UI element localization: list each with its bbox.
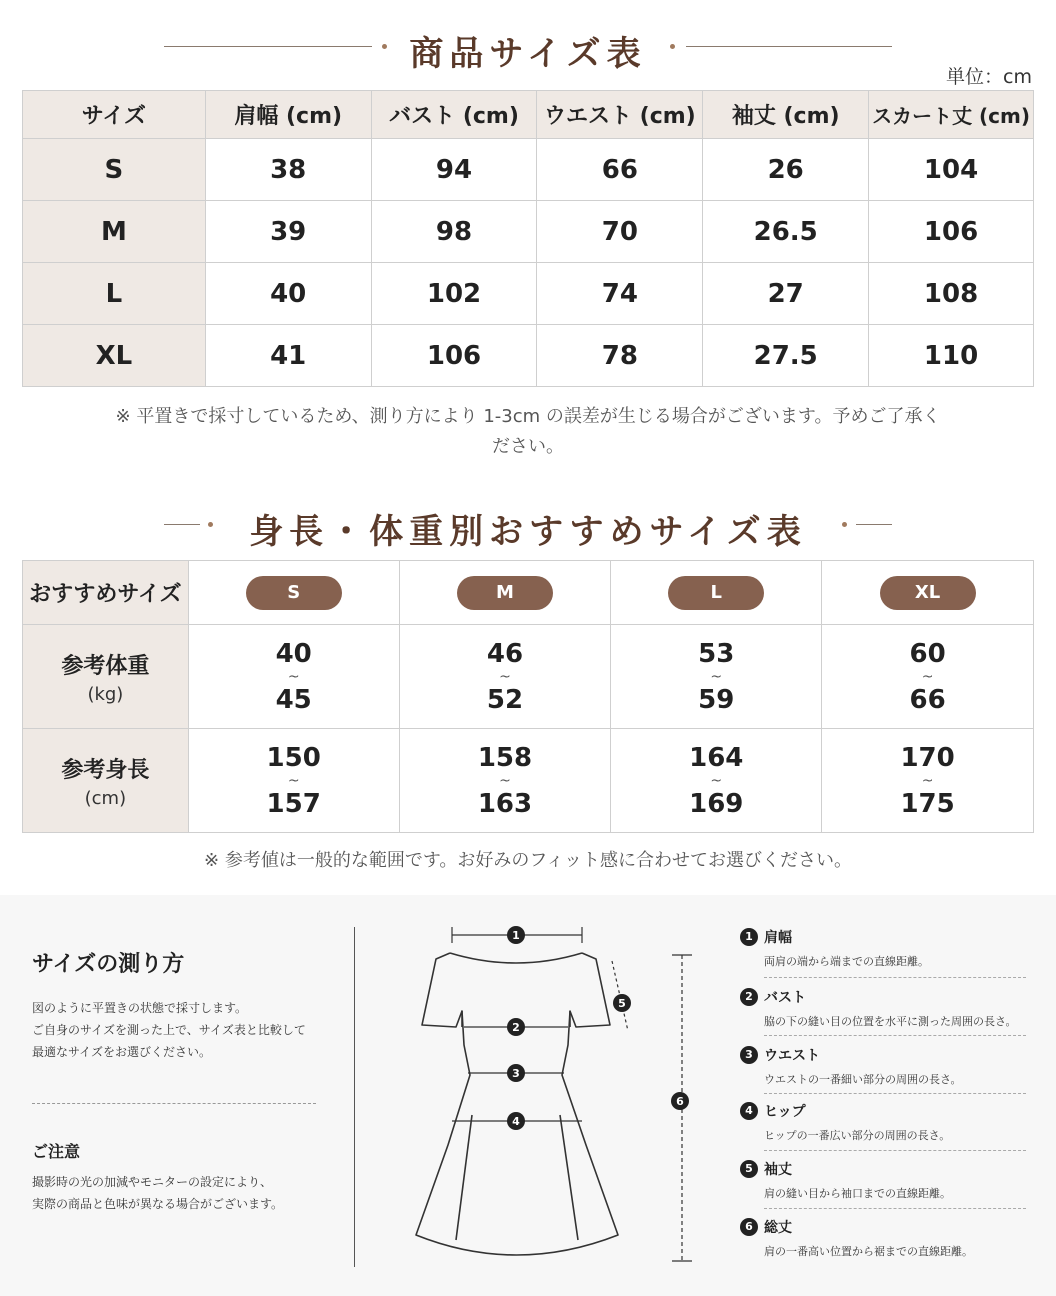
legend-label: 総丈 [764, 1220, 792, 1236]
table-cell: 40 [205, 263, 371, 325]
dress-outline-icon [416, 953, 618, 1255]
table-cell: 110 [869, 325, 1034, 387]
number-5-icon: 5 [740, 1160, 758, 1178]
header-shoulder: 肩幅 (cm) [205, 91, 371, 139]
height-unit: (cm) [84, 787, 127, 809]
legend-desc: 肩の縫い目から袖口までの直線距離。 [764, 1187, 951, 1200]
table-cell: 94 [371, 139, 537, 201]
dress-diagram [400, 915, 720, 1275]
range-min: 150 [266, 742, 321, 773]
size-pill-cell [399, 561, 611, 625]
size-pill: M [457, 576, 553, 610]
legend-desc: 脇の下の縫い目の位置を水平に測った周囲の長さ。 [764, 1015, 1017, 1028]
range-min: 158 [477, 742, 533, 773]
measurement-note [30, 402, 1026, 462]
legend-label: バスト [764, 990, 806, 1006]
table-cell: 39 [205, 201, 371, 263]
range-min: 53 [698, 638, 735, 669]
table-cell: 26 [703, 139, 869, 201]
range-tilde: ~ [710, 668, 723, 685]
legend-item [740, 1101, 1030, 1143]
legend-item [740, 987, 1030, 1029]
table-row [23, 139, 1034, 201]
intro-line: ご自身のサイズを測った上で、サイズ表と比較して [32, 1023, 306, 1037]
table-cell: 27.5 [703, 325, 869, 387]
table-cell: 104 [869, 139, 1034, 201]
height-range [611, 729, 822, 833]
table-cell: 26.5 [703, 201, 869, 263]
weight-row [23, 625, 1034, 729]
range-min: 40 [275, 638, 312, 669]
table-cell: 78 [537, 325, 703, 387]
number-1-icon: 1 [740, 928, 758, 946]
weight-unit: (kg) [87, 683, 124, 705]
size-label: M [23, 201, 206, 263]
legend-label: 袖丈 [764, 1162, 792, 1178]
size-pill-cell [188, 561, 399, 625]
height-range [399, 729, 611, 833]
recommend-header-row [23, 561, 1034, 625]
weight-label: 参考体重 [61, 653, 150, 679]
number-6-icon: 6 [740, 1218, 758, 1236]
recommend-title: 身長・体重別おすすめサイズ表 [249, 512, 807, 552]
recommend-table [22, 560, 1034, 833]
table-cell: 41 [205, 325, 371, 387]
table-row [23, 325, 1034, 387]
marker-4-label: 4 [512, 1115, 520, 1128]
header-skirt-length: スカート丈 (cm) [869, 91, 1034, 139]
intro-line: 最適なサイズをお選びください。 [32, 1045, 212, 1059]
legend-label: ヒップ [764, 1104, 806, 1120]
marker-2-label: 2 [512, 1021, 520, 1034]
size-table [22, 90, 1034, 387]
range-max: 175 [900, 788, 955, 819]
measurement-note-line1: ※ 平置きで採寸しているため、測り方により 1-3cm の誤差が生じる場合がございます。予めご了承く [115, 406, 941, 427]
range-max: 163 [477, 788, 533, 819]
header-waist: ウエスト (cm) [537, 91, 703, 139]
measure-markers [507, 926, 689, 1130]
size-chart-title: 商品サイズ表 [409, 34, 647, 74]
intro-line: 図のように平置きの状態で採寸します。 [32, 1001, 248, 1015]
table-cell: 108 [869, 263, 1034, 325]
range-min: 60 [909, 638, 946, 669]
table-cell: 27 [703, 263, 869, 325]
table-cell: 74 [537, 263, 703, 325]
range-tilde: ~ [499, 668, 511, 685]
range-max: 169 [689, 788, 744, 819]
size-pill-cell [822, 561, 1034, 625]
header-size: サイズ [23, 91, 206, 139]
table-row [23, 201, 1034, 263]
marker-3-label: 3 [512, 1067, 520, 1080]
size-table-header-row [23, 91, 1034, 139]
table-cell: 98 [371, 201, 537, 263]
number-4-icon: 4 [740, 1102, 758, 1120]
how-to-measure-title: サイズの測り方 [32, 952, 185, 977]
measurement-note-line2: ださい。 [492, 436, 564, 457]
legend-desc: 両肩の端から端までの直線距離。 [764, 955, 929, 968]
range-tilde: ~ [710, 772, 723, 789]
recommend-size-label: おすすめサイズ [23, 561, 189, 625]
divider [764, 1208, 1026, 1209]
divider [764, 1035, 1026, 1036]
size-pill: XL [880, 576, 976, 610]
table-cell: 106 [371, 325, 537, 387]
height-row [23, 729, 1034, 833]
range-max: 45 [275, 684, 312, 715]
divider [764, 1093, 1026, 1094]
weight-range [611, 625, 822, 729]
divider [32, 1103, 316, 1104]
number-2-icon: 2 [740, 988, 758, 1006]
marker-6-label: 6 [676, 1095, 684, 1108]
size-pill: S [246, 576, 342, 610]
size-label: XL [23, 325, 206, 387]
caution-title: ご注意 [32, 1142, 81, 1161]
header-bust: バスト (cm) [371, 91, 537, 139]
table-cell: 66 [537, 139, 703, 201]
marker-1-label: 1 [512, 929, 520, 942]
height-label: 参考身長 [61, 757, 150, 783]
height-label-cell [23, 729, 189, 833]
range-max: 52 [486, 684, 524, 715]
vertical-divider [354, 927, 355, 1267]
how-to-measure-panel [0, 895, 1056, 1296]
range-tilde: ~ [921, 668, 934, 685]
divider [764, 1150, 1026, 1151]
weight-range [399, 625, 611, 729]
range-max: 157 [266, 788, 321, 819]
height-range [822, 729, 1034, 833]
range-tilde: ~ [499, 772, 511, 789]
caution-line: 撮影時の光の加減やモニターの設定により、 [32, 1175, 273, 1189]
number-3-icon: 3 [740, 1046, 758, 1064]
range-tilde: ~ [287, 772, 300, 789]
range-max: 59 [698, 684, 735, 715]
unit-label: 単位：cm [946, 66, 1032, 88]
legend-desc: 肩の一番高い位置から裾までの直線距離。 [764, 1245, 973, 1258]
size-pill-cell [611, 561, 822, 625]
table-cell: 38 [205, 139, 371, 201]
legend-item [740, 1217, 1030, 1259]
legend-item [740, 1045, 1030, 1087]
measure-arrows [452, 927, 692, 1261]
table-row [23, 263, 1034, 325]
range-tilde: ~ [921, 772, 934, 789]
how-to-measure-text [32, 997, 306, 1063]
range-min: 170 [900, 742, 955, 773]
legend-label: ウエスト [764, 1048, 820, 1064]
table-cell: 102 [371, 263, 537, 325]
range-min: 46 [486, 638, 524, 669]
size-label: S [23, 139, 206, 201]
divider [764, 977, 1026, 978]
weight-range [188, 625, 399, 729]
caution-text [32, 1171, 283, 1215]
range-tilde: ~ [287, 668, 300, 685]
header-sleeve: 袖丈 (cm) [703, 91, 869, 139]
legend-item [740, 927, 1030, 969]
size-pill: L [668, 576, 764, 610]
legend-desc: ヒップの一番広い部分の周囲の長さ。 [764, 1129, 951, 1142]
height-range [188, 729, 399, 833]
marker-5-label: 5 [618, 997, 626, 1010]
range-max: 66 [909, 684, 946, 715]
weight-range [822, 625, 1034, 729]
weight-label-cell [23, 625, 189, 729]
size-label: L [23, 263, 206, 325]
legend-item [740, 1159, 1030, 1201]
reference-note: ※ 参考値は一般的な範囲です。お好みのフィット感に合わせてお選びください。 [204, 850, 852, 871]
table-cell: 106 [869, 201, 1034, 263]
legend-label: 肩幅 [764, 930, 792, 946]
caution-line: 実際の商品と色味が異なる場合がございます。 [32, 1197, 284, 1211]
table-cell: 70 [537, 201, 703, 263]
legend-desc: ウエストの一番細い部分の周囲の長さ。 [764, 1073, 962, 1086]
range-min: 164 [689, 742, 744, 773]
